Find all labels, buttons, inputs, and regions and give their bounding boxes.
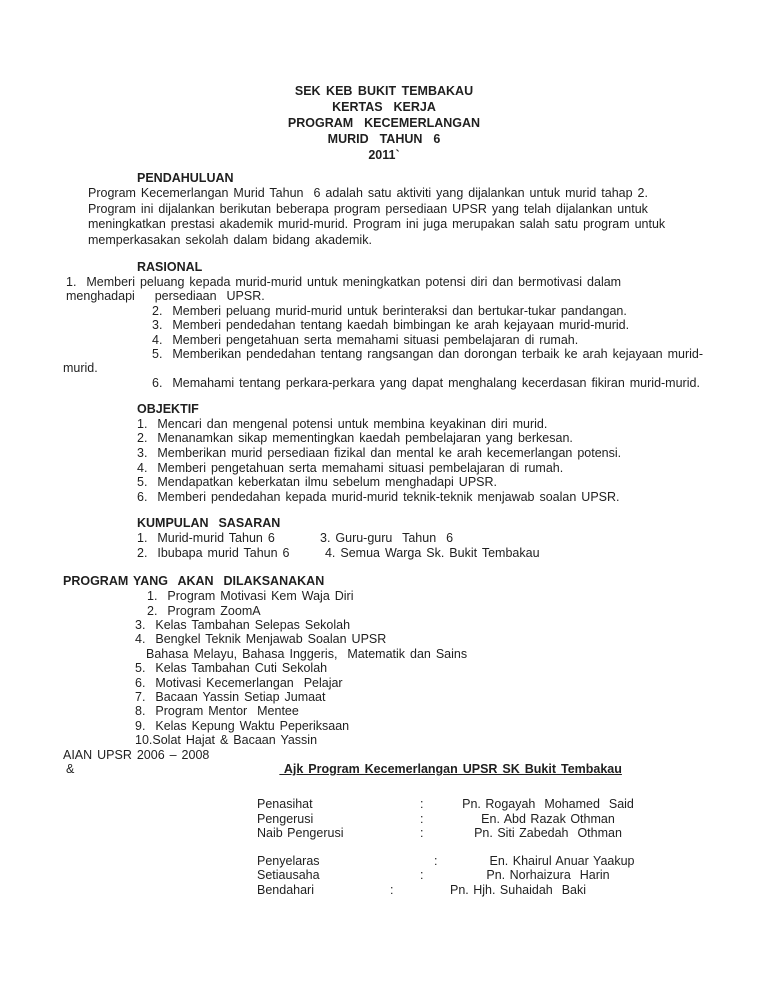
committee-label: Penyelaras: [257, 853, 320, 868]
kumpulan-cell: 3. Guru-guru Tahun 6: [320, 531, 454, 545]
objektif-item: 2. Menanamkan sikap mementingkan kaedah pembelajaran yang berkesan.: [137, 431, 573, 446]
committee-group-1: [63, 797, 728, 841]
committee-name: Pn. Siti Zabedah Othman: [474, 826, 622, 841]
program-item: 2. Program ZoomA: [147, 603, 261, 618]
kumpulan-row: [137, 531, 728, 546]
objektif-heading: OBJEKTIF: [137, 402, 199, 417]
kumpulan-row: [137, 546, 728, 561]
committee-row: [257, 826, 728, 841]
committee-label: Pengerusi: [257, 811, 314, 826]
rasional-item: 4. Memberi pengetahuan serta memahami situasi pembelajaran di rumah.: [152, 332, 579, 347]
kumpulan-cell: 4. Semua Warga Sk. Bukit Tembakau: [320, 545, 540, 560]
pendahuluan-line: meningkatkan prestasi akademik murid-murid. Program ini juga merupakan salah satu program untuk: [88, 217, 666, 231]
pendahuluan-line: Program Kecemerlangan Murid Tahun 6 adalah satu aktiviti yang dijalankan untuk murid tahap 2.: [88, 186, 648, 200]
committee-name: Pn. Hjh. Suhaidah Baki: [449, 883, 587, 898]
objektif-item: 3. Memberikan murid persediaan fizikal dan mental ke arah kecemerlangan potensi.: [137, 446, 622, 461]
rasional-item: 2. Memberi peluang murid-murid untuk berinteraksi dan bertukar-tukar pandangan.: [152, 303, 627, 318]
committee-colon: :: [420, 797, 424, 812]
committee-name: Pn. Rogayah Mohamed Said: [462, 797, 634, 812]
objektif-item: 4. Memberi pengetahuan serta memahami situasi pembelajaran di rumah.: [137, 460, 564, 475]
pendahuluan-heading: PENDAHULUAN: [137, 171, 234, 185]
kumpulan-cell: 2. Ibubapa murid Tahun 6: [137, 545, 290, 560]
spacer: [63, 504, 728, 516]
committee-row: [257, 797, 728, 812]
title-line-year: 2011`: [368, 148, 400, 162]
rasional-item: 6. Memahami tentang perkara-perkara yang dapat menghalang kecerdasan fikiran murid-murid.: [152, 375, 700, 390]
committee-colon: :: [434, 853, 438, 868]
committee-row: [257, 883, 728, 898]
title-line-program: PROGRAM KECEMERLANGAN: [287, 116, 481, 130]
committee-label: Penasihat: [257, 797, 313, 812]
title-line-kertas-kerja: KERTAS KERJA: [332, 100, 436, 114]
committee-name: En. Khairul Anuar Yaakup: [489, 853, 635, 868]
committee-colon: :: [420, 826, 424, 841]
ajk-heading-row: [66, 762, 728, 777]
committee-row: [257, 854, 728, 869]
rasional-item: 3. Memberi pendedahan tentang kaedah bimbingan ke arah kejayaan murid-murid.: [152, 318, 630, 333]
title-line-murid: MURID TAHUN 6: [327, 132, 441, 146]
committee-row: [257, 868, 728, 883]
title-block: [0, 83, 768, 163]
program-item: 5. Kelas Tambahan Cuti Sekolah: [135, 661, 328, 676]
pendahuluan-line: Program ini dijalankan berikutan beberapa program persediaan UPSR yang telah dijalankan untuk: [88, 201, 648, 216]
program-item: 3. Kelas Tambahan Selepas Sekolah: [135, 618, 351, 632]
ampersand: &: [66, 762, 75, 777]
objektif-item: 6. Memberi pendedahan kepada murid-murid teknik-teknik menjawab soalan UPSR.: [137, 489, 620, 504]
committee-group-2: [63, 854, 728, 898]
committee-row: [257, 812, 728, 827]
spacer: [63, 777, 728, 797]
objektif-item: 1. Mencari dan mengenal potensi untuk membina keyakinan diri murid.: [137, 416, 548, 431]
program-item: 7. Bacaan Yassin Setiap Jumaat: [135, 690, 326, 705]
program-item: 1. Program Motivasi Kem Waja Diri: [147, 589, 354, 604]
objektif-item: 5. Mendapatkan keberkatan ilmu sebelum menghadapi UPSR.: [137, 475, 498, 490]
rasional-item-continuation: murid.: [63, 361, 98, 376]
rasional-item: 1. Memberi peluang kepada murid-murid untuk meningkatkan potensi diri dan bermotivasi dalam: [66, 275, 622, 289]
spacer: [63, 163, 728, 171]
committee-colon: :: [420, 868, 424, 883]
kumpulan-cell: 1. Murid-murid Tahun 6: [137, 531, 275, 545]
committee-name: Pn. Norhaizura Harin: [486, 868, 610, 883]
committee-label: Naib Pengerusi: [257, 826, 344, 841]
program-item: 6. Motivasi Kecemerlangan Pelajar: [135, 675, 343, 690]
rasional-item: 5. Memberikan pendedahan tentang rangsangan dan dorongan terbaik ke arah kejayaan murid-: [152, 347, 704, 362]
kumpulan-sasaran-section: [63, 516, 728, 560]
title-line-school: SEK KEB BUKIT TEMBAKAU: [294, 84, 474, 98]
objektif-section: [63, 402, 728, 504]
spacer: [63, 390, 728, 402]
ajk-heading: Ajk Program Kecemerlangan UPSR SK Bukit Tembakau: [279, 762, 622, 777]
program-item: 9. Kelas Kepung Waktu Peperiksaan: [135, 718, 350, 733]
rasional-item-continuation: menghadapi persediaan UPSR.: [66, 289, 265, 304]
committee-colon: :: [420, 811, 424, 826]
footer-note: AIAN UPSR 2006 – 2008: [63, 747, 210, 762]
spacer: [63, 248, 728, 260]
committee-name: En. Abd Razak Othman: [481, 811, 615, 826]
spacer: [63, 841, 728, 854]
program-item: 4. Bengkel Teknik Menjawab Soalan UPSR: [135, 632, 387, 647]
committee-label: Setiausaha: [257, 868, 320, 883]
program-item: 8. Program Mentor Mentee: [135, 704, 299, 719]
kumpulan-sasaran-heading: KUMPULAN SASARAN: [137, 516, 281, 531]
spacer: [63, 560, 728, 574]
pendahuluan-line: memperkasakan sekolah dalam bidang akademik.: [88, 232, 372, 247]
program-item-subline: Bahasa Melayu, Bahasa Inggeris, Matematik dan Sains: [146, 646, 468, 661]
committee-label: Bendahari: [257, 883, 314, 898]
committee-colon: :: [390, 883, 394, 898]
program-item: 10.Solat Hajat & Bacaan Yassin: [135, 733, 318, 748]
rasional-heading: RASIONAL: [137, 260, 203, 274]
program-heading: PROGRAM YANG AKAN DILAKSANAKAN: [63, 574, 325, 589]
